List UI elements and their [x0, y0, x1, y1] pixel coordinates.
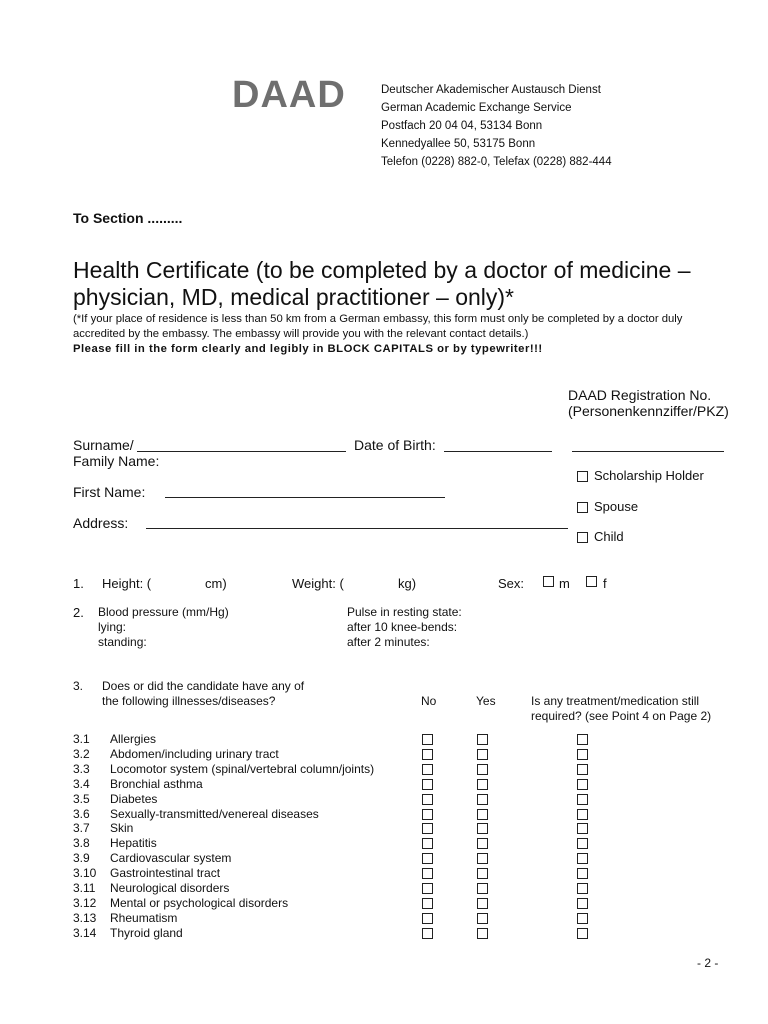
- illness-yes-checkbox[interactable]: [477, 779, 488, 790]
- illness-no-checkbox[interactable]: [422, 779, 433, 790]
- address-line-2: German Academic Exchange Service: [381, 102, 572, 114]
- child-label: Child: [594, 529, 624, 544]
- column-treatment-line-1: Is any treatment/medication still: [531, 694, 700, 708]
- illness-number: 3.7: [73, 821, 90, 836]
- illness-question-line-2: the following illnesses/diseases?: [102, 694, 276, 708]
- item-2-number: 2.: [73, 605, 84, 620]
- address-line-3: Postfach 20 04 04, 53134 Bonn: [381, 120, 543, 132]
- illness-name: Hepatitis: [110, 836, 157, 851]
- column-treatment-line-2: required? (see Point 4 on Page 2): [531, 709, 712, 723]
- scholarship-holder-label: Scholarship Holder: [594, 468, 704, 483]
- illness-no-checkbox[interactable]: [422, 898, 433, 909]
- illness-treatment-checkbox[interactable]: [577, 749, 588, 760]
- illness-no-checkbox[interactable]: [422, 749, 433, 760]
- illness-name: Allergies: [110, 732, 157, 746]
- illness-question-line-1: Does or did the candidate have any of: [102, 679, 305, 693]
- illness-number: 3.6: [73, 806, 90, 821]
- fill-instruction: Please fill in the form clearly and legibly in BLOCK CAPITALS or by typewriter!!!: [73, 343, 543, 355]
- address-label: Address:: [73, 515, 129, 531]
- item-1-number: 1.: [73, 576, 84, 591]
- illness-yes-checkbox[interactable]: [477, 794, 488, 805]
- first-name-field[interactable]: [165, 497, 445, 498]
- illness-yes-checkbox[interactable]: [477, 823, 488, 834]
- illness-treatment-checkbox[interactable]: [577, 779, 588, 790]
- illness-name: Abdomen/including urinary tract: [110, 746, 279, 761]
- address-field[interactable]: [146, 528, 568, 529]
- illness-no-checkbox[interactable]: [422, 883, 433, 894]
- illness-treatment-checkbox[interactable]: [577, 734, 588, 745]
- blood-pressure-label: Blood pressure (mm/Hg): [98, 605, 229, 619]
- sex-m-label: m: [559, 576, 570, 591]
- illness-no-checkbox[interactable]: [422, 838, 433, 849]
- illness-treatment-checkbox[interactable]: [577, 838, 588, 849]
- illness-treatment-checkbox[interactable]: [577, 853, 588, 864]
- child-checkbox[interactable]: [577, 532, 588, 543]
- embassy-note: (*If your place of residence is less than 50 km from a German embassy, this form must only be completed by a doctor duly accredited by the embassy. The embassy will provide you with the relevant contact details.): [73, 313, 683, 340]
- illness-number: 3.13: [73, 910, 97, 925]
- item-3-number: 3.: [73, 679, 84, 693]
- illness-name: Locomotor system (spinal/vertebral column/joints): [110, 761, 375, 776]
- spouse-label: Spouse: [594, 499, 639, 514]
- illness-treatment-checkbox[interactable]: [577, 764, 588, 775]
- sex-label: Sex:: [498, 576, 525, 591]
- illness-yes-checkbox[interactable]: [477, 853, 488, 864]
- illness-number: 3.14: [73, 925, 97, 940]
- illness-number: 3.5: [73, 791, 90, 806]
- illness-name: Bronchial asthma: [110, 776, 203, 791]
- sex-f-checkbox[interactable]: [586, 576, 597, 587]
- illness-name: Thyroid gland: [110, 925, 183, 940]
- illness-yes-checkbox[interactable]: [477, 838, 488, 849]
- illness-number: 3.2: [73, 746, 90, 761]
- after-2-minutes-label: after 2 minutes:: [347, 635, 430, 649]
- standing-label: standing:: [98, 635, 147, 649]
- illness-yes-checkbox[interactable]: [477, 734, 488, 745]
- illness-name: Skin: [110, 821, 134, 836]
- registration-label: DAAD Registration No.: [568, 387, 712, 403]
- illness-no-checkbox[interactable]: [422, 853, 433, 864]
- illness-no-checkbox[interactable]: [422, 823, 433, 834]
- address-line-4: Kennedyallee 50, 53175 Bonn: [381, 138, 536, 150]
- illness-treatment-checkbox[interactable]: [577, 794, 588, 805]
- section-label: To Section .........: [73, 210, 183, 226]
- illness-treatment-checkbox[interactable]: [577, 883, 588, 894]
- illness-treatment-checkbox[interactable]: [577, 928, 588, 939]
- illness-number: 3.4: [73, 776, 90, 791]
- illness-yes-checkbox[interactable]: [477, 883, 488, 894]
- surname-label: Surname/: [73, 437, 134, 453]
- illness-yes-checkbox[interactable]: [477, 764, 488, 775]
- lying-label: lying:: [98, 620, 127, 634]
- height-label: Height: (: [102, 576, 152, 591]
- sex-f-label: f: [603, 576, 607, 591]
- height-unit: cm): [205, 576, 227, 591]
- illness-number: 3.3: [73, 761, 90, 776]
- illness-treatment-checkbox[interactable]: [577, 913, 588, 924]
- column-yes: Yes: [476, 694, 496, 708]
- illness-no-checkbox[interactable]: [422, 734, 433, 745]
- illness-treatment-checkbox[interactable]: [577, 823, 588, 834]
- page-title: Health Certificate (to be completed by a doctor of medicine – physician, MD, medical practitioner – only)*: [73, 257, 691, 310]
- illness-number: 3.11: [73, 881, 96, 895]
- dob-label: Date of Birth:: [354, 437, 436, 453]
- illness-name: Rheumatism: [110, 910, 178, 925]
- illness-treatment-checkbox[interactable]: [577, 898, 588, 909]
- illness-yes-checkbox[interactable]: [477, 913, 488, 924]
- illness-name: Sexually-transmitted/venereal diseases: [110, 806, 319, 821]
- illness-number: 3.10: [73, 866, 97, 881]
- illness-number: 3.8: [73, 836, 90, 851]
- spouse-checkbox[interactable]: [577, 502, 588, 513]
- illness-number: 3.1: [73, 732, 90, 746]
- illness-name: Mental or psychological disorders: [110, 895, 289, 910]
- registration-pkz-label: (Personenkennziffer/PKZ): [568, 403, 729, 419]
- illness-no-checkbox[interactable]: [422, 928, 433, 939]
- illness-no-checkbox[interactable]: [422, 809, 433, 820]
- illness-yes-checkbox[interactable]: [477, 898, 488, 909]
- illness-treatment-checkbox[interactable]: [577, 868, 588, 879]
- pulse-label: Pulse in resting state:: [347, 605, 462, 619]
- illness-yes-checkbox[interactable]: [477, 809, 488, 820]
- weight-unit: kg): [398, 576, 417, 591]
- column-no: No: [421, 694, 437, 708]
- illness-number: 3.12: [73, 895, 97, 910]
- page-number: - 2 -: [697, 956, 719, 970]
- family-name-label: Family Name:: [73, 453, 160, 469]
- surname-field[interactable]: [137, 451, 346, 452]
- illness-yes-checkbox[interactable]: [477, 868, 488, 879]
- sex-m-checkbox[interactable]: [543, 576, 554, 587]
- dob-field[interactable]: [444, 451, 552, 452]
- daad-logo: DAAD: [232, 74, 346, 116]
- illness-name: Cardiovascular system: [110, 851, 232, 866]
- address-line-1: Deutscher Akademischer Austausch Dienst: [381, 84, 601, 96]
- illness-number: 3.9: [73, 851, 90, 866]
- illness-no-checkbox[interactable]: [422, 868, 433, 879]
- illness-no-checkbox[interactable]: [422, 764, 433, 775]
- illness-yes-checkbox[interactable]: [477, 749, 488, 760]
- after-knee-bends-label: after 10 knee-bends:: [347, 620, 458, 634]
- illness-yes-checkbox[interactable]: [477, 928, 488, 939]
- illness-no-checkbox[interactable]: [422, 794, 433, 805]
- address-line-5: Telefon (0228) 882-0, Telefax (0228) 882-444: [381, 156, 612, 168]
- weight-label: Weight: (: [292, 576, 344, 591]
- scholarship-holder-checkbox[interactable]: [577, 471, 588, 482]
- illness-no-checkbox[interactable]: [422, 913, 433, 924]
- registration-field[interactable]: [572, 451, 724, 452]
- illness-name: Neurological disorders: [110, 881, 230, 895]
- illness-name: Diabetes: [110, 791, 158, 806]
- first-name-label: First Name:: [73, 484, 146, 500]
- illness-name: Gastrointestinal tract: [110, 866, 221, 881]
- illness-treatment-checkbox[interactable]: [577, 809, 588, 820]
